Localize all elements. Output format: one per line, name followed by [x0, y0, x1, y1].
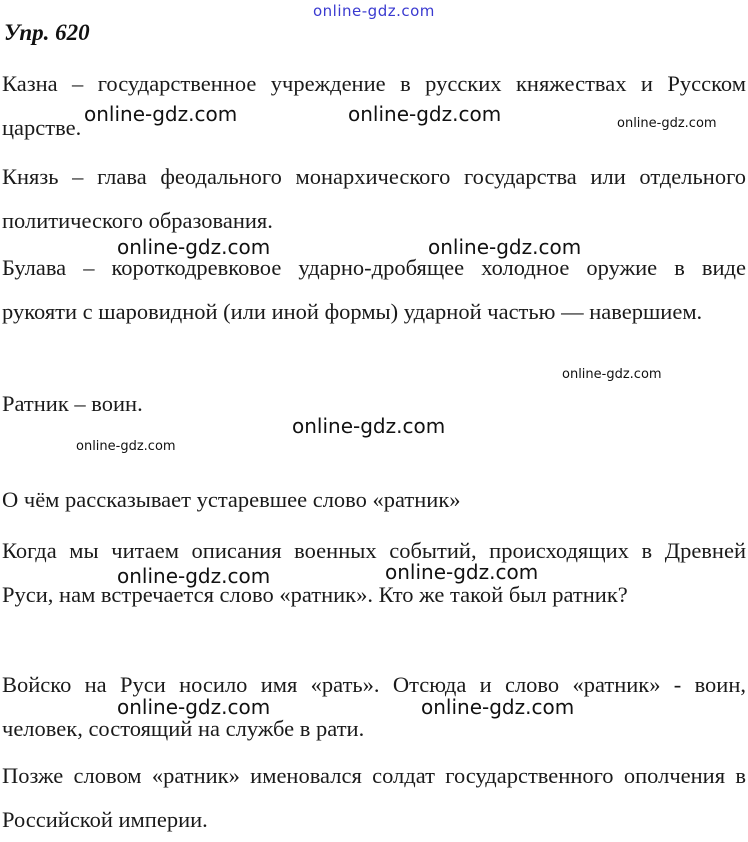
watermark: online-gdz.com — [617, 116, 717, 131]
definition-kazna: Казна – государственное учреждение в русских княжествах и Русском царстве. — [2, 71, 746, 140]
definition-ratnik: Ратник – воин. — [2, 391, 143, 416]
watermark: online-gdz.com — [84, 102, 238, 126]
watermark: online-gdz.com — [76, 439, 176, 454]
watermark: online-gdz.com — [348, 102, 502, 126]
definition-bulava: Булава – короткодревковое ударно-дробящее холодное оружие в виде рукояти с шаровидной (или иной формы) ударной частью — навершием. — [2, 255, 746, 324]
watermark: online-gdz.com — [292, 414, 446, 438]
header-watermark: online-gdz.com — [313, 2, 435, 20]
essay-paragraph: Войско на Руси носило имя «рать». Отсюда и слово «ратник» - воин, человек, состоящий на службе в рати. — [2, 672, 746, 741]
watermark: online-gdz.com — [117, 695, 271, 719]
watermark: online-gdz.com — [117, 564, 271, 588]
essay-paragraph: Когда мы читаем описания военных событий, происходящих в Древней Руси, нам встречается слово «ратник». Кто же такой был ратник? — [2, 538, 746, 607]
watermark: online-gdz.com — [421, 695, 575, 719]
watermark: online-gdz.com — [428, 235, 582, 259]
watermark: online-gdz.com — [562, 367, 662, 382]
essay-heading: О чём рассказывает устаревшее слово «ратник» — [2, 487, 461, 512]
watermark: online-gdz.com — [385, 560, 539, 584]
essay-paragraph: Позже словом «ратник» именовался солдат государственного ополчения в Российской империи. — [2, 763, 746, 832]
definition-knyaz: Князь – глава феодального монархического государства или отдельного политического образования. — [2, 164, 746, 233]
exercise-title: Упр. 620 — [4, 20, 90, 45]
watermark: online-gdz.com — [117, 235, 271, 259]
